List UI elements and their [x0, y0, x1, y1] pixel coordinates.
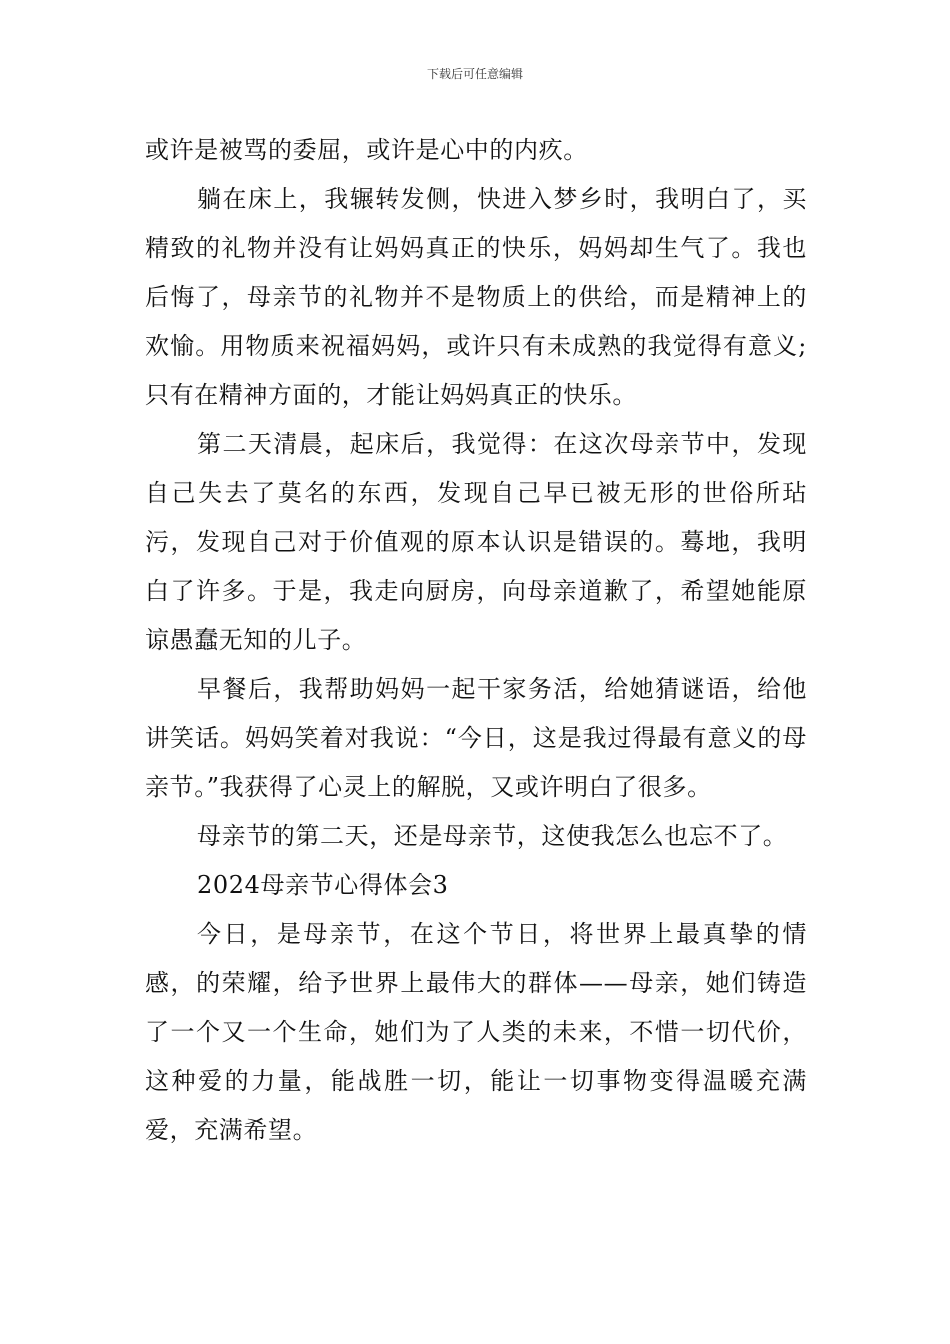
section-heading: 2024母亲节心得体会3	[197, 871, 449, 899]
paragraph-unforgettable: 母亲节的第二天，还是母亲节，这使我怎么也忘不了。	[197, 822, 788, 850]
paragraph-regret: 躺在床上，我辗转发侧，快进入梦乡时，我明白了，买精致的礼物并没有让妈妈真正的快乐，妈妈却生气了。我也后悔了，母亲节的礼物并不是物质上的供给，而是精神上的欢愉。用物质来祝福妈妈，或许只有未成熟的我觉得有意义;只有在精神方面的，才能让妈妈真正的快乐。	[145, 185, 807, 409]
document-body	[145, 126, 807, 1155]
paragraph-after-breakfast: 早餐后，我帮助妈妈一起干家务活，给她猜谜语，给他讲笑话。妈妈笑着对我说：“今日，这是我过得最有意义的母亲节。”我获得了心灵上的解脱，又或许明白了很多。	[145, 675, 807, 801]
paragraph-continuation: 或许是被骂的委屈，或许是心中的内疚。	[145, 136, 588, 164]
paragraph-next-morning: 第二天清晨，起床后，我觉得：在这次母亲节中，发现自己失去了莫名的东西，发现自己早已被无形的世俗所玷污，发现自己对于价值观的原本认识是错误的。蓦地，我明白了许多。于是，我走向厨房，向母亲道歉了，希望她能原谅愚蠢无知的儿子。	[145, 430, 807, 654]
paragraph-mothers-day: 今日，是母亲节，在这个节日，将世界上最真挚的情感，的荣耀，给予世界上最伟大的群体——母亲，她们铸造了一个又一个生命，她们为了人类的未来，不惜一切代价，这种爱的力量，能战胜一切，能让一切事物变得温暖充满爱，充满希望。	[145, 920, 807, 1144]
page-header: 下载后可任意编辑	[426, 67, 523, 81]
